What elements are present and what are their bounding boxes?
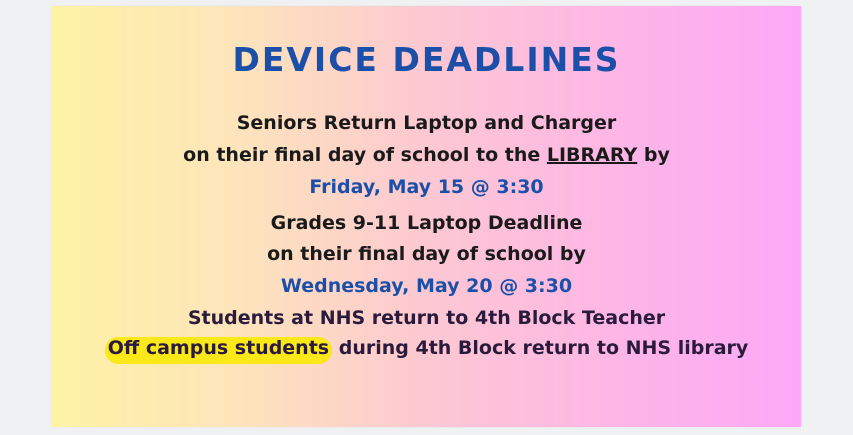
nhs-line-2 [52, 337, 801, 359]
notice-card [52, 6, 801, 427]
seniors-line-1: Seniors Return Laptop and Charger [236, 112, 617, 134]
page-title: DEVICE DEADLINES [232, 40, 621, 79]
off-campus-highlight: Off campus students [105, 337, 332, 364]
grades-line-1: Grades 9-11 Laptop Deadline [270, 212, 583, 234]
grades-deadline-date: Wednesday, May 20 @ 3:30 [280, 275, 573, 297]
grades-line-2: on their final day of school by [267, 243, 586, 265]
library-text: LIBRARY [546, 144, 638, 166]
nhs-line-2-rest: during 4th Block return to NHS library [338, 337, 749, 359]
seniors-line-2 [52, 144, 801, 166]
seniors-line-2-prefix: on their final day of school to the [183, 144, 541, 166]
nhs-line-1: Students at NHS return to 4th Block Teacher [187, 307, 666, 329]
seniors-deadline-date: Friday, May 15 @ 3:30 [309, 176, 544, 198]
seniors-line-2-suffix: by [643, 144, 670, 166]
